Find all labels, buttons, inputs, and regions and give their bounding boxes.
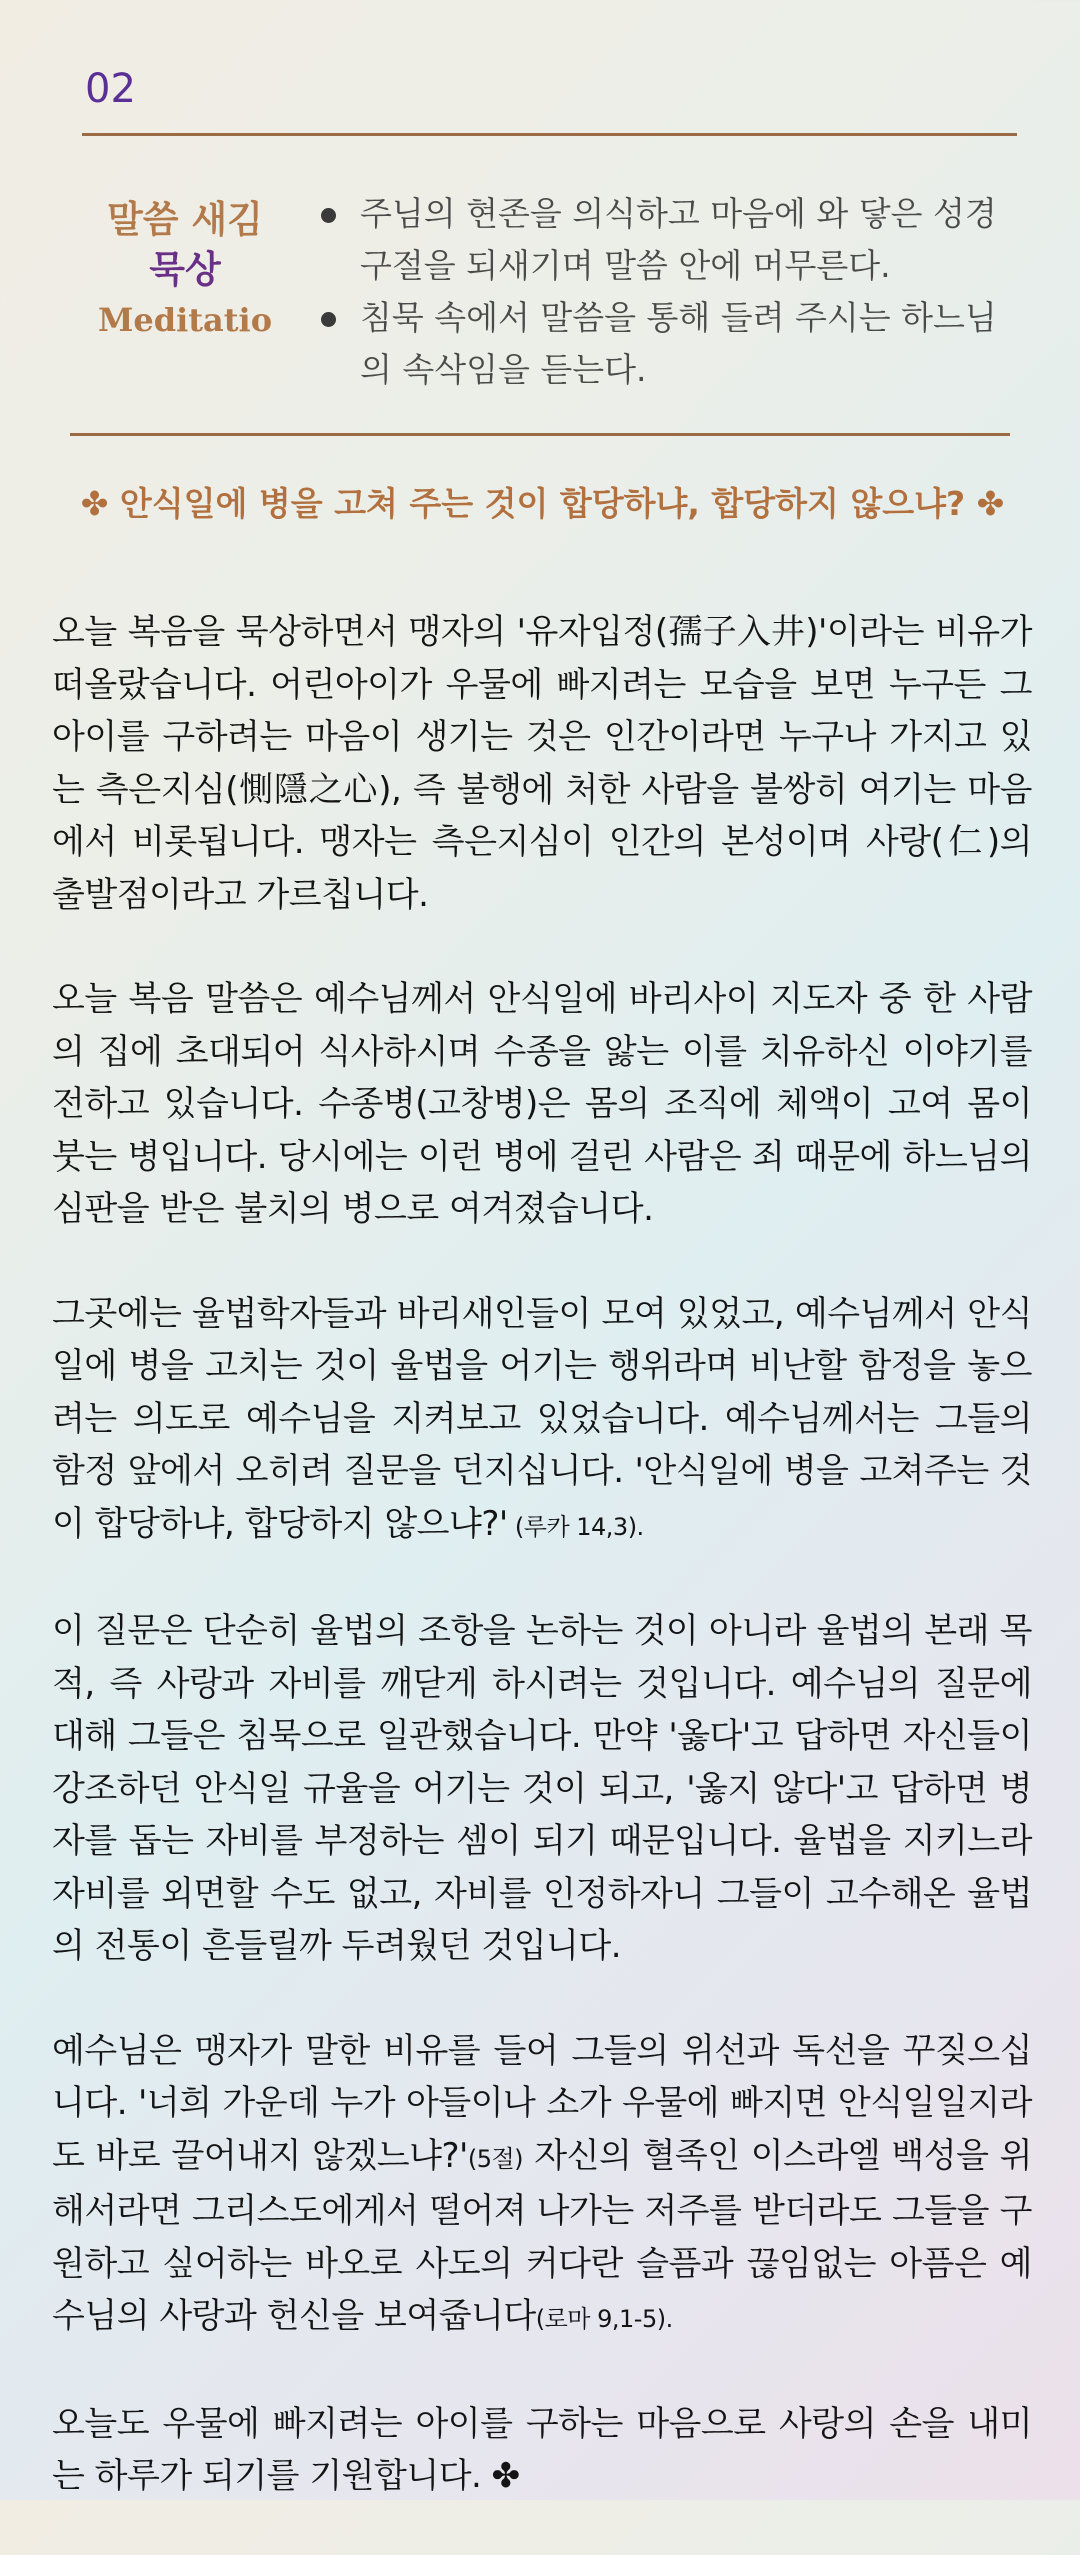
bullet-dot-icon xyxy=(321,312,336,327)
reflection-body xyxy=(52,606,1032,2555)
label-meditation: 묵상 xyxy=(149,248,221,291)
paragraph: 오늘도 우물에 빠지려는 아이를 구하는 마음으로 사랑의 손을 내미는 하루가 되기를 기원합니다. ✤ xyxy=(52,2403,1032,2496)
list-item xyxy=(318,188,1028,292)
list-item xyxy=(318,292,1028,396)
label-korean: 말씀 새김 xyxy=(107,198,263,241)
divider-top xyxy=(82,133,1017,136)
scripture-reference: (루카 14,3). xyxy=(507,1512,644,1541)
paragraph: 오늘 복음 말씀은 예수님께서 안식일에 바리사이 지도자 중 한 사람의 집에 초대되어 식사하시며 수종을 앓는 이를 치유하신 이야기를 전하고 있습니다. 수종병(고창병)은 몸의 조직에 체액이 고여 몸이 붓는 병입니다. 당시에는 이런 병에 걸린 사람은 죄 때문에 하느님의 심판을 받은 불치의 병으로 여겨졌습니다. xyxy=(52,979,1032,1229)
divider-middle xyxy=(70,433,1010,436)
scripture-reference: (5절) xyxy=(467,2144,524,2173)
reflection-title: ✤ 안식일에 병을 고쳐 주는 것이 합당하냐, 합당하지 않으냐? ✤ xyxy=(80,484,1005,523)
paragraph-text: 예수님은 맹자가 말한 비유를 들어 그들의 위선과 독선을 꾸짖으십니다. '너희 가운데 누가 아들이나 소가 우물에 빠지면 안식일일지라도 바로 끌어내지 않겠느냐?' xyxy=(52,2030,1032,2176)
paragraph: 오늘 복음을 묵상하면서 맹자의 '유자입정(孺子入井)'이라는 비유가 떠올랐습니다. 어린아이가 우물에 빠지려는 모습을 보면 누구든 그 아이를 구하려는 마음이 생기는 것은 인간이라면 누구나 가지고 있는 측은지심(惻隱之心), 즉 불행에 처한 사람을 불쌍히 여기는 마음에서 비롯됩니다. 맹자는 측은지심이 인간의 본성이며 사랑(仁)의 출발점이라고 가르칩니다. xyxy=(52,612,1032,915)
paragraph xyxy=(52,2025,1032,2346)
scripture-reference: (로마 9,1-5). xyxy=(535,2305,673,2333)
section-number: 02 xyxy=(85,66,136,112)
bullet-dot-icon xyxy=(321,208,336,223)
list-item-text: 침묵 속에서 말씀을 통해 들려 주시는 하느님의 속삭임을 듣는다. xyxy=(360,298,997,389)
guide-list xyxy=(318,188,1028,396)
paragraph-text: 자신의 혈족인 이스라엘 백성을 위해서라면 그리스도에게서 떨어져 나가는 저주를 받더라도 그들을 구원하고 싶어하는 바오로 사도의 커다란 슬픔과 끊임없는 아픔은 예수님의 사랑과 헌신을 보여줍니다 xyxy=(52,2135,1032,2336)
paragraph xyxy=(52,1288,1032,1554)
paragraph: 이 질문은 단순히 율법의 조항을 논하는 것이 아니라 율법의 본래 목적, 즉 사랑과 자비를 깨닫게 하시려는 것입니다. 예수님의 질문에 대해 그들은 침묵으로 일관했습니다. 만약 '옳다'고 답하면 자신들이 강조하던 안식일 규율을 어기는 것이 되고, '옳지 않다'고 답하면 병자를 돕는 자비를 부정하는 셈이 되기 때문입니다. 율법을 지키느라 자비를 외면할 수도 없고, 자비를 인정하자니 그들이 고수해온 율법의 전통이 흔들릴까 두려웠던 것입니다. xyxy=(52,1611,1032,1966)
label-latin: Meditatio xyxy=(97,301,273,339)
list-item-text: 주님의 현존을 의식하고 마음에 와 닿은 성경구절을 되새기며 말씀 안에 머무른다. xyxy=(360,194,997,285)
paragraph-text: 그곳에는 율법학자들과 바리새인들이 모여 있었고, 예수님께서 안식일에 병을 고치는 것이 율법을 어기는 행위라며 비난할 함정을 놓으려는 의도로 예수님을 지켜보고 있었습니다. 예수님께서는 그들의 함정 앞에서 오히려 질문을 던지십니다. '안식일에 병을 고쳐주는 것이 합당하냐, 합당하지 않으냐?' xyxy=(52,1293,1032,1544)
section-label xyxy=(70,195,300,345)
